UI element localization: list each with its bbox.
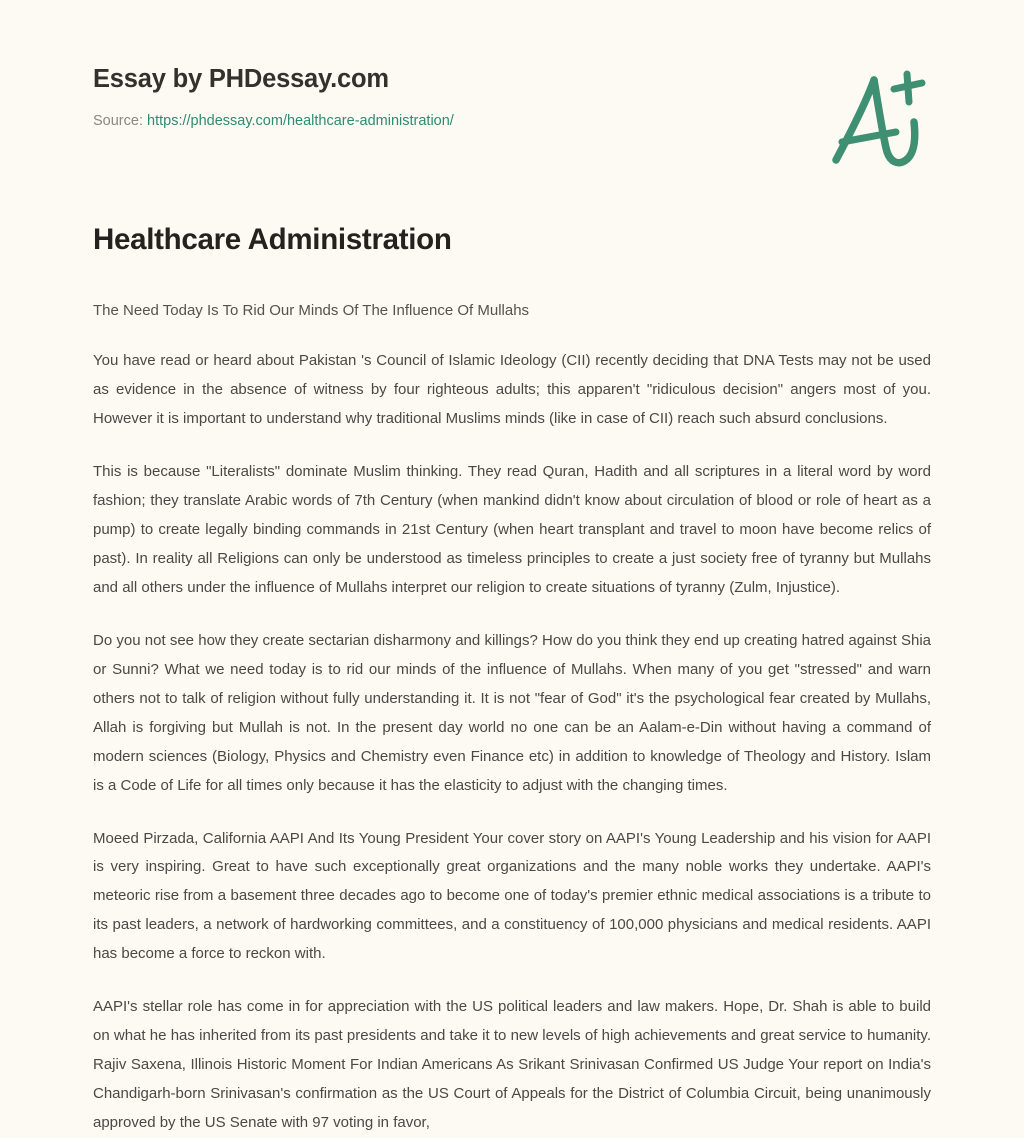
- article-paragraph: AAPI's stellar role has come in for appreciation with the US political leaders and law makers. Hope, Dr. Shah is able to build on what he has inherited from its past presidents and take it to new levels of high achievements and great service to humanity. Rajiv Saxena, Illinois Historic Moment For Indian Americans As Srikant Srinivasan Confirmed US Judge Your report on India's Chandigarh-born Srinivasan's confirmation as the US Court of Appeals for the District of Columbia Circuit, being unanimously approved by the US Senate with 97 voting in favor,: [93, 998, 931, 1131]
- a-plus-logo: [812, 56, 934, 174]
- article-paragraph: Moeed Pirzada, California AAPI And Its Young President Your cover story on AAPI's Young Leadership and his vision for AAPI is very inspiring. Great to have such exceptionally great organizations and the many noble works they undertake. AAPI's meteoric rise from a basement three decades ago to become one of today's premier ethnic medical associations is a tribute to its past leaders, a network of hardworking committees, and a constituency of 100,000 physicians and medical residents. AAPI has become a force to reckon with.: [93, 829, 931, 963]
- article: [93, 222, 931, 1138]
- brand-title: Essay by PHDessay.com: [93, 65, 389, 93]
- article-paragraph: You have read or heard about Pakistan 's Council of Islamic Ideology (CII) recently deciding that DNA Tests may not be used as evidence in the absence of witness by four righteous adults; this apparen't "ridiculous decision" angers most of you. However it is important to understand why traditional Muslims minds (like in case of CII) reach such absurd conclusions.: [93, 352, 931, 428]
- article-paragraph: Do you not see how they create sectarian disharmony and killings? How do you think they end up creating hatred against Shia or Sunni? What we need today is to rid our minds of the influence of Mullahs. When many of you get "stressed" and warn others not to talk of religion without fully understanding it. It is not "fear of God" it's the psychological fear created by Mullahs, Allah is forgiving but Mullah is not. In the present day world no one can be an Aalam-e-Din without having a command of modern sciences (Biology, Physics and Chemistry even Finance etc) in addition to knowledge of Theology and History. Islam is a Code of Life for all times only because it has the elasticity to adjust with the changing times.: [93, 631, 931, 794]
- article-subtitle: The Need Today Is To Rid Our Minds Of The Influence Of Mullahs: [93, 301, 530, 319]
- article-paragraph: This is because "Literalists" dominate Muslim thinking. They read Quran, Hadith and all scriptures in a literal word by word fashion; they translate Arabic words of 7th Century (when mankind didn't know about circulation of blood or role of heart as a pump) to create legally binding commands in 21st Century (when heart transplant and travel to moon have become relics of past). In reality all Religions can only be understood as timeless principles to create a just society free of tyranny but Mullahs and all others under the influence of Mullahs interpret our religion to create situations of tyranny (Zulm, Injustice).: [93, 463, 931, 596]
- source-label: Source:: [93, 112, 143, 129]
- source-line: [93, 112, 931, 131]
- page-header: [93, 64, 931, 130]
- article-body: [93, 347, 931, 1138]
- source-url-link[interactable]: https://phdessay.com/healthcare-administration/: [147, 112, 454, 129]
- page-title: Healthcare Administration: [93, 223, 452, 256]
